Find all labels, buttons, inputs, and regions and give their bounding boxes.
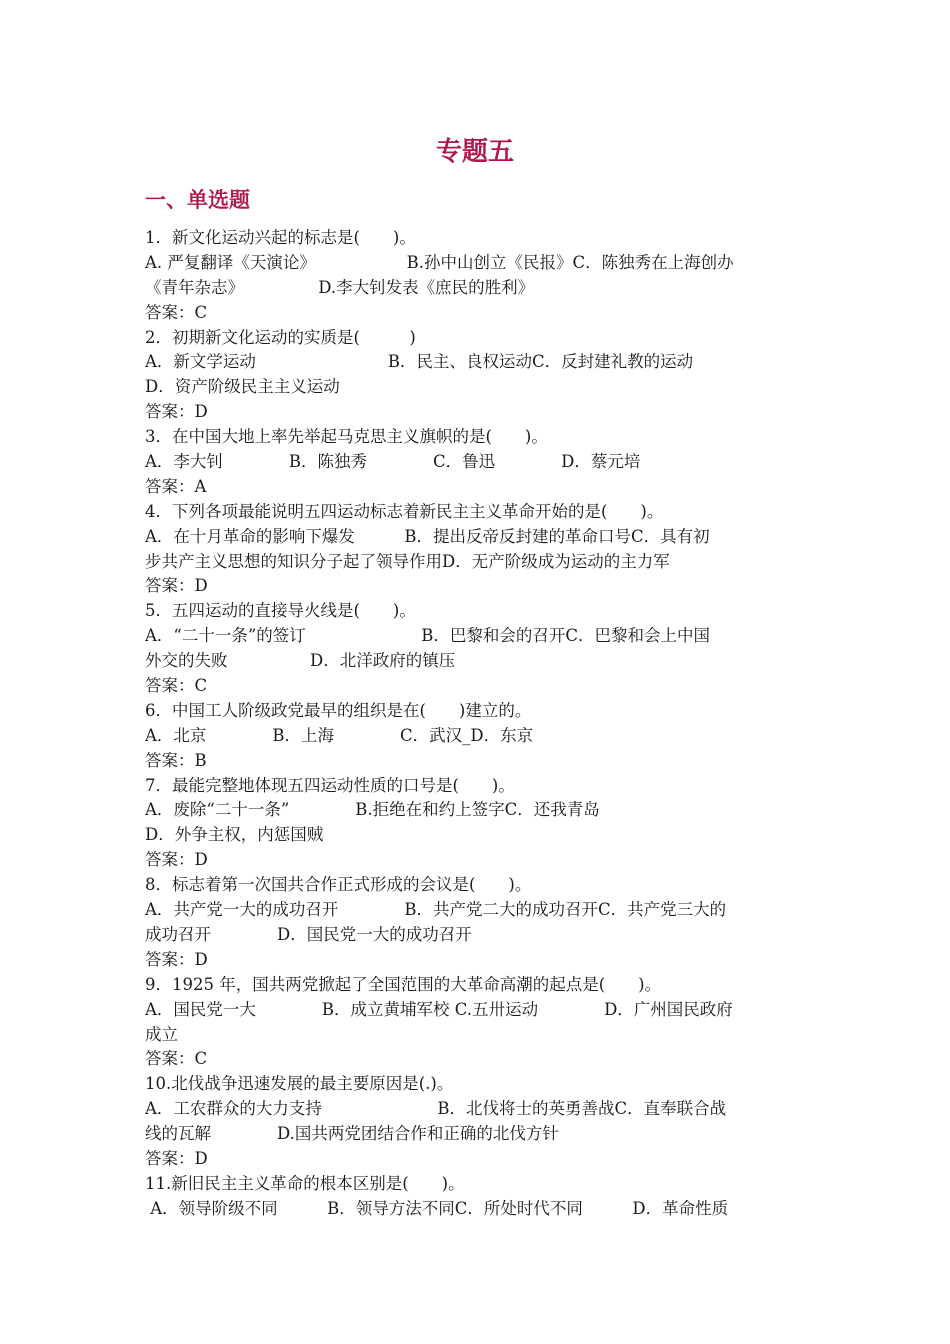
text-line: A．北京 B．上海 C．武汉_D．东京 — [145, 725, 534, 745]
section-heading: 一、单选题 — [145, 188, 250, 212]
text-line: 8．标志着第一次国共合作正式形成的会议是( )。 — [145, 875, 532, 895]
text-line: 答案：A — [145, 476, 207, 496]
text-line: 成立 — [145, 1024, 178, 1044]
text-line: 9．1925 年，国共两党掀起了全国范围的大革命高潮的起点是( )。 — [145, 974, 662, 994]
text-line: 答案：D — [145, 576, 208, 596]
text-line: 答案：C — [145, 302, 208, 322]
text-line: 11.新旧民主主义革命的根本区别是( )。 — [145, 1173, 465, 1193]
text-line: A．李大钊 B．陈独秀 C．鲁迅 D．蔡元培 — [145, 452, 641, 472]
text-line: A．废除“二十一条” B.拒绝在和约上签字C．还我青岛 — [145, 800, 600, 820]
text-line: D．资产阶级民主主义运动 — [145, 377, 340, 397]
text-line: 答案：D — [145, 1148, 208, 1168]
text-line: A．在十月革命的影响下爆发 B．提出反帝反封建的革命口号C．具有初 — [145, 526, 710, 546]
text-line: 答案：D — [145, 949, 208, 969]
text-line: D．外争主权，内惩国贼 — [145, 825, 324, 845]
text-line: 步共产主义思想的知识分子起了领导作用D．无产阶级成为运动的主力军 — [145, 551, 670, 571]
text-line: A．工农群众的大力支持 B．北伐将士的英勇善战C．直奉联合战 — [145, 1099, 727, 1119]
text-line: A．国民党一大 B．成立黄埔军校 C.五卅运动 D．广州国民政府 — [145, 999, 733, 1019]
text-line: 成功召开 D．国民党一大的成功召开 — [145, 924, 472, 944]
text-line: 6．中国工人阶级政党最早的组织是在( )建立的。 — [145, 700, 532, 720]
text-line: 4．下列各项最能说明五四运动标志着新民主主义革命开始的是( )。 — [145, 501, 664, 521]
text-line: 3．在中国大地上率先举起马克思主义旗帜的是( )。 — [145, 427, 548, 447]
question-list — [145, 226, 810, 1222]
text-line: A．新文学运动 B．民主、良权运动C．反封建礼教的运动 — [145, 352, 694, 372]
text-line: A. 严复翻译《天演论》 B.孙中山创立《民报》C．陈独秀在上海创办 — [145, 252, 734, 272]
text-line: 答案：C — [145, 1049, 208, 1069]
text-line: A．领导阶级不同 B．领导方法不同C．所处时代不同 D．革命性质 — [145, 1198, 729, 1218]
text-line: 2．初期新文化运动的实质是( ) — [145, 327, 416, 347]
page-title: 专题五 — [435, 137, 514, 167]
text-line: 答案：D — [145, 850, 208, 870]
text-line: 1．新文化运动兴起的标志是( )。 — [145, 228, 416, 247]
text-line: 答案：C — [145, 676, 208, 696]
text-line: 7．最能完整地体现五四运动性质的口号是( )。 — [145, 775, 515, 795]
text-line: 答案：B — [145, 750, 207, 770]
text-line: A．共产党一大的成功召开 B．共产党二大的成功召开C．共产党三大的 — [145, 900, 727, 920]
text-line: 线的瓦解 D.国共两党团结合作和正确的北伐方针 — [145, 1124, 559, 1144]
text-line: 5．五四运动的直接导火线是( )。 — [145, 601, 416, 621]
text-line: 《青年杂志》 D.李大钊发表《庶民的胜利》 — [145, 277, 535, 297]
text-line: 10.北伐战争迅速发展的最主要原因是(.)。 — [145, 1074, 454, 1094]
text-line: 外交的失败 D．北洋政府的镇压 — [145, 651, 456, 671]
text-line: A．“二十一条”的签订 B．巴黎和会的召开C．巴黎和会上中国 — [145, 626, 711, 646]
text-line: 答案：D — [145, 402, 208, 422]
